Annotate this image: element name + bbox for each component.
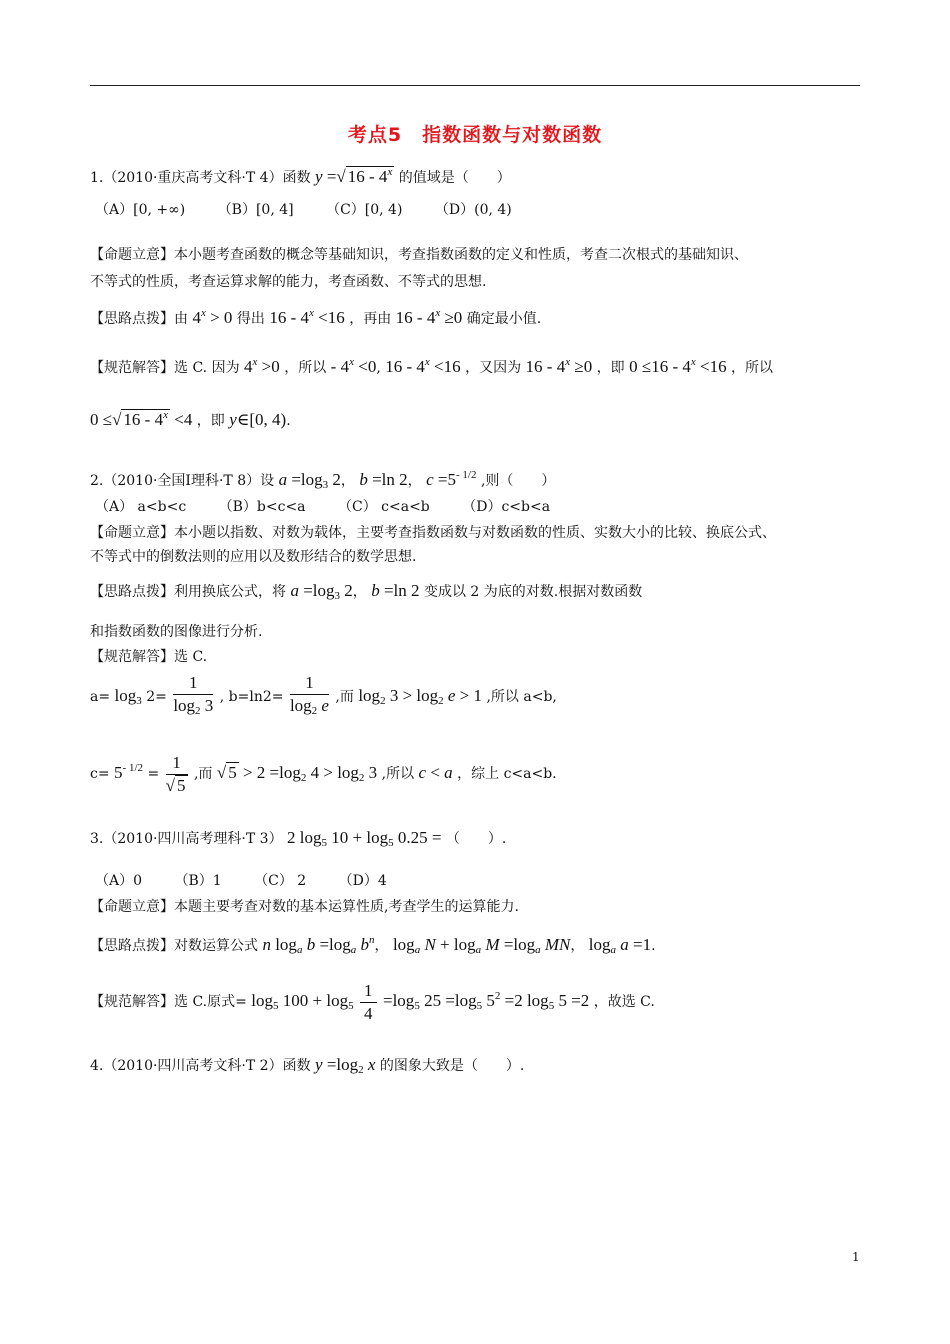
top-rule [90, 85, 860, 86]
q2-silu-cont: 和指数函数的图像进行分析. [90, 624, 263, 640]
q2-options: （A） a<b<c （B）b<c<a （C） c<a<b （D）c<b<a [95, 499, 551, 515]
q1-mingti-cont: 不等式的性质，考查运算求解的能力，考查函数、不等式的思想. [90, 274, 487, 290]
q3-jieda: 【规范解答】选 C.原式= $\log_5 100 + \log_5$ $\frac{1}{4}$ $=\log_5$ $25 =\log_5$ $5^2 =2$ $\log_5 5 =2$ ，故选 C. [90, 980, 655, 1023]
q2-jieda-line1: $a= \log_3 2=$ $\frac{1}{\log_2 3}$ , b=ln2= $\frac{1}{\log_2 e}$ ,而 $\log_2 3 > \log_2 e > 1$ ,所以 a<b, [90, 673, 557, 717]
q1-function: y =√ 16 - 4$^x$ [315, 166, 393, 186]
q1-silu: 【思路点拨】由 $4^x > 0$ 得出 $16 - 4^x <16$ ，再由 $16 - 4^x \ge 0$ 确定最小值. [90, 307, 542, 327]
q4-stem: 4.（2010·四川高考文科·T 2）函数 $y =\log_2$ x 的图象大致是（ ）. [90, 1055, 525, 1076]
q3-silu: 【思路点拨】对数运算公式 n $\log_a b =\log_a$ $b^n$， $\log_a N + \log_a M =\log_a$ MN， $\log_a a =1$. [90, 934, 656, 956]
q1-jieda: 【规范解答】选 C. 因为 $4^x >0$ ，所以 - $4^x <0$, $16 - 4^x <16$ ，又因为 $16 - 4^x \ge 0$ ，即 $0 \le 16 - 4^x <16$ ，所以 [90, 356, 774, 376]
q2-mingti-cont: 不等式中的倒数法则的应用以及数形结合的数学思想. [90, 549, 417, 565]
page-title: 考点5 指数函数与对数函数 [347, 124, 603, 146]
q1-stem: 1.（2010·重庆高考文科·T 4）函数 y =√ 16 - 4$^x$ 的值域是（ ） [90, 166, 511, 186]
page-number: 1 [852, 1250, 860, 1264]
q3-stem: 3.（2010·四川高考理科·T 3） 2 $\log_5 10 + \log_5 0.25$ = （ ）. [90, 828, 507, 849]
q2-silu: 【思路点拨】利用换底公式，将 $a =\log_3$ 2， b =ln 2 变成以 2 为底的对数.根据对数函数 [90, 581, 643, 602]
q2-jieda-line2: $c= 5^{- 1/2}$ = $\frac{1}{√ 5}$ ,而 √ $5 > 2 =\log_2$ $4 > \log_2 3$ ,所以 c < a ，综上 c<a<b. [90, 752, 557, 795]
q1-options: （A）[0, +∞) （B）[0, 4] （C）[0, 4) （D）(0, 4) [95, 202, 512, 218]
q2-stem: 2.（2010·全国Ⅰ理科·T 8）设 $a =\log_3$ 2， b =ln 2， $c =5^{- 1/2}$ ,则（ ） [90, 469, 556, 491]
q3-options: （A）0 （B）1 （C） 2 （D）4 [95, 873, 387, 889]
q1-mingti: 【命题立意】本小题考查函数的概念等基础知识，考查指数函数的定义和性质，考查二次根式的基础知识、 [90, 247, 748, 263]
q2-mingti: 【命题立意】本小题以指数、对数为载体，主要考查指数函数与对数函数的性质、实数大小的比较、换底公式、 [90, 525, 776, 541]
q2-jieda: 【规范解答】选 C. [90, 649, 208, 665]
q3-mingti: 【命题立意】本题主要考查对数的基本运算性质,考查学生的运算能力. [90, 899, 519, 915]
q1-jieda-cont: 0 ≤√ $16 - 4^x <4$ ，即 y∈[0, 4). [90, 409, 291, 429]
